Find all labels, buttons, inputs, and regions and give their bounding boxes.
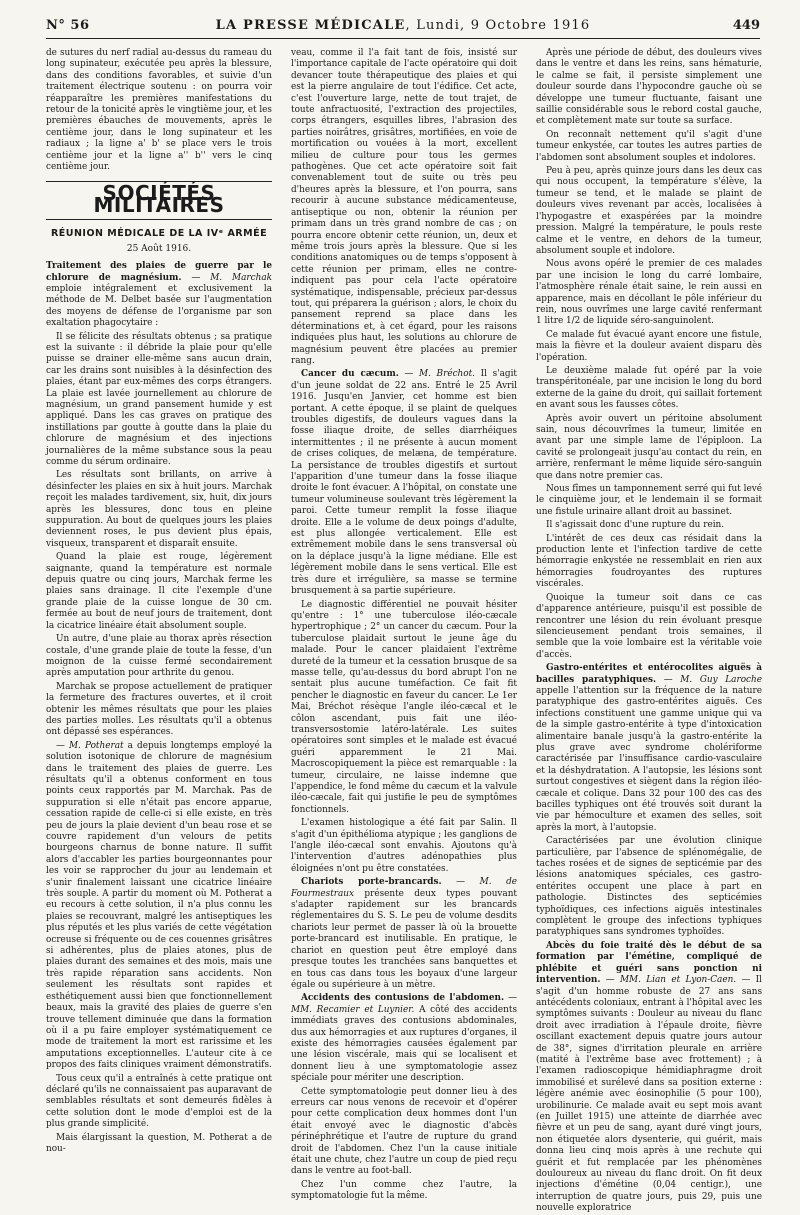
paragraph: Cette symptomatologie peut donner lieu à des erreurs car nous venons de recevoir et d'opérer pour cette complication deux hommes dont l'un était envoyé avec le diagnostic d'abcès périnéphrétique et l'autre de rupture du grand droit de l'abdomen. Chez l'un la cause initiale était une chute, chez l'autre un coup de pied reçu dans le ventre au foot-ball. — [291, 1086, 517, 1177]
paragraph — [291, 877, 517, 991]
article-heading: Chariots porte-brancards. — [301, 877, 442, 888]
paragraph-text: a depuis longtemps employé la solution isotonique de chlorure de magnésium dans le traitement des plaies de guerre. Les résultats qu'il a obtenus conforment en tous points ceux rapportés par M. Marchak. Pas de suppuration si elle n'était pas encore apparue, cessation rapide de celle-ci si elle existe, en très peu de jours la plaie devient d'un beau rose et se couvre rapidement d'un velours de petits bourgeons charnus de bonne nature. Il suffit alors d'accabler les parties bourgeonnantes pour les voir se rapprocher du jour au lendemain et s'unir finalement laissant une cicatrice linéaire très souple. A partir du moment où M. Potherat a eu recours à cette solution, il n'a plus connu les plaies se recouvrant, malgré les antiseptiques les plus réputés et les plus variés de cette végétation ocreuse si fréquente ou de ces couennes grisâtres si adhérentes, plus de plaies atones, plus de plaies durant des semaines et des mois, mais une très rapide réparation sans accidents. Non seulement les résultats sont rapides et esthétiquement aussi bien que fonctionnellement beaux, mais la gravité des plaies de guerre s'en trouve tellement diminuée que dans la formation où il a pu faire employer systématiquement ce mode de traitement la mort est rarissime et les amputations exceptionnelles. L'auteur cite à ce propos des faits cliniques vraiment démonstratifs. — [46, 740, 273, 1071]
paragraph-text: — Il s'agit d'un homme robuste de 27 ans sans antécédents coloniaux, entrant à l'hôpital avec les symptômes suivants : Douleur au niveau du flanc droit avec irradiation à l'épaule droite, fièvre oscillant exactement depuis quatre jours autour de 38°, signes d'irritation pleurale en arrière (matité à l'extrême base avec frottement) ; à l'examen radioscopique hémidiaphragme droit immobilisé et surélevé dans sa position externe : légère anémie avec éosinophilie (5 pour 100), urobilinurie. Ce malade avait eu sept mois avant (en Juillet 1915) une atteinte de diarrhée avec fièvre et un peu de sang, ayant duré vingt jours, non étiquetée alors dysenterie, qui guérit, mais donna lieu cinq mois après à une rechute qui guérit et fut remplacée par les phénomènes douloureux au niveau du flanc droit. On fit deux injections d'émétine (0,04 centigr.), une interruption de quatre jours, puis 29, puis une nouvelle exploratrice — [536, 975, 763, 1214]
paragraph — [46, 261, 272, 329]
paragraph: Marchak se propose actuellement de pratiquer la fermeture des fractures ouvertes, et il croit obtenir les mêmes résultats que pour les plaies des parties molles. Les résultats qu'il a obtenus ont dépassé ses espérances. — [46, 681, 272, 738]
article-heading: Abcès du foie traité dès le début de sa formation par l'émétine, compliqué de phlébite et guéri sans ponction ni intervention. — [536, 940, 762, 986]
page-header — [46, 18, 760, 39]
paragraph-text: emploie intégralement et exclusivement la méthode de M. Delbet basée sur l'augmentation des moyens de défense de l'organisme par son exaltation phagocytaire : — [46, 283, 272, 329]
page-number: 449 — [732, 18, 760, 33]
paragraph: de sutures du nerf radial au-dessus du rameau du long supinateur, exécutée peu après la blessure, dans des conditions favorables, et suivie d'un traitement électrique soutenu : on pourra voir réapparaître les premières manifestations du retour de la tonicité après le vingtième jour, et les premières ébauches de mouvements, après le centième jour, dans le long supinateur et les radiaux ; la ligne a' b' se place vers le trois centième jour et la ligne a'' b'' vers le cinq centième jour. — [46, 48, 272, 173]
paragraph: Ce malade fut évacué ayant encore une fistule, mais la fièvre et la douleur avaient disparu dès l'opération. — [536, 329, 762, 363]
paragraph: L'examen histologique a été fait par Salin. Il s'agit d'un épithélioma atypique ; les ganglions de l'angle iléo-cæcal sont envahis. Ajoutons qu'à l'intervention d'autres adénopathies plus éloignées n'ont pu être constatées. — [291, 818, 517, 874]
paragraph-text: appelle l'attention sur la fréquence de la nature paratyphique des gastro-entérites aiguës. Ces infections constituent une gamme unique qui va de la simple gastro-entérite à type d'intoxication alimentaire banale jusqu'à la gastro-entérite la plus grave avec syndrome cholériforme caractérisée par l'insuffisance cardio-vasculaire et la déshydratation. A l'autopsie, les lésions sont surtout congestives et siègent dans la région iléo-cæcale et colique. Dans 32 pour 100 des cas des bacilles typhiques ont été trouvés soit durant la vie par hémoculture et examen des selles, soit après la mort, à l'autopsie. — [536, 685, 762, 833]
article-heading: Cancer du cæcum. — [301, 369, 399, 380]
paragraph: Après une période de début, des douleurs vives dans le ventre et dans les reins, sans hématurie, le calme se fait, il persiste simplement une douleur sourde dans l'hypocondre gauche où se développe une tumeur fluctuante, faisant une saillie considérable sous le rebord costal gauche, et complètement mate sur toute sa surface. — [536, 48, 762, 127]
divider — [46, 219, 272, 220]
paragraph — [291, 369, 517, 597]
author: — M. Marchak — [191, 272, 272, 283]
journal-name: LA PRESSE MÉDICALE — [215, 18, 406, 33]
paragraph: Peu à peu, après quinze jours dans les deux cas qui nous occupent, la température s'élève, la tumeur se tend, et le malade se plaint de douleurs vives revenant par accès, localisées à l'hypogastre et exaspérées par la moindre pression. Malgré la température, le pouls reste calme et le ventre, en dehors de la tumeur, absolument souple et indolore. — [536, 166, 762, 256]
paragraph: Il s'agissait donc d'une rupture du rein. — [546, 520, 725, 531]
paragraph-text: Il s'agit d'un jeune soldat de 22 ans. Entré le 25 Avril 1916. Jusqu'en Janvier, cet homme est bien portant. A cette époque, il se plaint de quelques troubles digestifs, de douleurs vagues dans la fosse iliaque droite, de selles diarrhéiques intermittentes ; il ne présente à aucun moment de crises coliques, de melæna, de température. La persistance de troubles digestifs et surtout l'apparition d'une tumeur dans la fosse iliaque droite le font évacuer. A l'hôpital, on constate une tumeur volumineuse soulevant très légèrement la paroi. Cette tumeur remplit la fosse iliaque droite. Elle a le volume de deux poings d'adulte, est plus allongée verticalement. Elle est extrêmement mobile dans le sens transversal où on la déplace jusqu'à la ligne médiane. Elle est légèrement mobile dans le sens vertical. Elle est très dure et irrégulière, sa masse se termine brusquement à sa partie supérieure. — [291, 369, 517, 597]
section-title: SOCIÉTÉS MILITAIRES — [93, 181, 225, 217]
paragraph: L'intérêt de ces deux cas résidait dans la production lente et l'infection tardive de cette hémorragie enkystée ne ressemblait en rien aux hémorragies foudroyantes des ruptures viscérales. — [536, 533, 762, 590]
meeting-date: 25 Août 1916. — [126, 243, 192, 254]
paragraph: Il se félicite des résultats obtenus ; sa pratique est la suivante : il débride la plaie pour qu'elle puisse se drainer elle-même sans aucun drain, car les drains sont nuisibles à la désinfection des plaies, étant par eux-mêmes des corps étrangers. La plaie est lavée journellement au chlorure de magnésium, un grand pansement humide y est appliqué. Dans les cas graves on pratique des instillations par goutte à goutte dans la plaie du chlorure de magnésium et des injections journalières de la même substance sous la peau comme du sérum ordinaire. — [46, 331, 272, 467]
paragraph — [536, 941, 762, 1215]
issue-number: N° 56 — [46, 18, 90, 33]
paragraph-text: présente deux types pouvant s'adapter rapidement sur les brancards réglementaires du S. S. Le peu de volume desdits chariots leur permet de passer là où la brouette porte-brancard est inutilisable. En pratique, le chariot en question peut être employé dans presque toutes les tranchées sans banquettes et en tous cas dans tous les boyaux d'une largeur égale ou supérieure à un mètre. — [291, 888, 518, 990]
paragraph: Quand la plaie est rouge, légèrement saignante, quand la température est normale depuis quatre ou cinq jours, Marchak ferme les plaies sans drainage. Il cite l'exemple d'une grande plaie de la cuisse longue de 30 cm. fermée au bout de neuf jours de traitement, dont la cicatrice linéaire était absolument souple. — [46, 552, 272, 631]
author: — M. Guy Laroche — [663, 674, 762, 685]
author: — MM. Lian et Lyon-Caen. — [605, 975, 737, 986]
paragraph — [291, 993, 517, 1084]
paragraph: Quoique la tumeur soit dans ce cas d'apparence antérieure, puisqu'il est possible de rencontrer une lésion du rein évoluant presque silencieusement pendant trois semaines, il semble que la voie lombaire est la véritable voie d'accès. — [536, 592, 762, 660]
paragraph: Caractérisées par une évolution clinique particulière, par l'absence de splénomégalie, de taches rosées et de signes de septicémie par des lésions anatomiques spéciales, ces gastro-entérites occupent une place à part en pathologie. Distinctes des septicémies typhoïdiques, ces infections aiguës intestinales complètent le groupe des infections typhiques paratyphiques sans syndromes typhoïdes. — [536, 836, 762, 938]
author: — M. de Fourmestraux — [291, 877, 518, 899]
paragraph: Le deuxième malade fut opéré par la voie transpéritonéale, par une incision le long du bord externe de la gaine du droit, qui saillait fortement en avant sous les fausses côtes. — [536, 365, 762, 411]
paragraph: On reconnaît nettement qu'il s'agit d'une tumeur enkystée, car toutes les autres parties de l'abdomen sont absolument souples et indolores. — [536, 129, 762, 163]
column-3 — [536, 48, 763, 1214]
paragraph-text: A côté des accidents immédiats graves des contusions abdominales, dus aux hémorragies et aux ruptures d'organes, il existe des hémorragies causées également par une lésion viscérale, mais qui se localisent et donnent lieu à une symptomatologie assez spéciale pour mériter une description. — [291, 1004, 518, 1084]
paragraph: Nous avons opéré le premier de ces malades par une incision le long du carré lombaire, l'atmosphère rénale était saine, le rein aussi en apparence, mais en décollant le pôle inférieur du rein, nous ouvrîmes une large cavité renfermant 1 litre 1/2 de liquide séro-sanguinolent. — [536, 259, 762, 327]
column-1 — [46, 48, 273, 1154]
author: — M. Potherat — [56, 740, 124, 751]
paragraph: Les résultats sont brillants, on arrive à désinfecter les plaies en six à huit jours. Marchak reçoit les malades tardivement, six, huit, dix jours après les blessures, donc tous en pleine suppuration. Au bout de quelques jours les plaies deviennent roses, le pus devient plus épais, visqueux, transparent et disparaît ensuite. — [46, 470, 272, 549]
column-2 — [291, 48, 518, 1202]
issue-date: , Lundi, 9 Octobre 1916 — [405, 18, 591, 33]
paragraph: Tous ceux qu'il a entraînés à cette pratique ont déclaré qu'ils ne connaissaient pas auparavant de semblables résultats et sont demeurés fidèles à cette solution dont le mode d'emploi est de la plus grande simplicité. — [46, 1073, 272, 1130]
paragraph: Le diagnostic différentiel ne pouvait hésiter qu'entre : 1° une tuberculose iléo-cæcale hypertrophique ; 2° un cancer du cæcum. Pour la tuberculose plaidait surtout le jeune âge du malade. Pour le cancer plaidaient l'extrême dureté de la tumeur et la cessation brusque de sa masse telle, qu'au-dessus du bord abrupt l'on ne sentait plus aucune tuméfaction. Ce fait fit pencher le diagnostic en faveur du cancer. Le 1er Mai, Bréchot résèque l'angle iléo-cæcal et le côlon ascendant, puis fait une iléo-transversostomie latéro-latérale. Les suites opératoires sont simples et le malade est évacué guéri apparemment le 21 Mai. Macroscopiquement la pièce est remarquable : la tumeur, circulaire, ne laisse indemne que l'appendice, le fond même du cæcum et la valvule iléo-cæcale, fait qui justifie le peu de symptômes fonctionnels. — [291, 599, 517, 815]
paragraph: Nous fîmes un tamponnement serré qui fut levé le cinquième jour, et le lendemain il se formait une fistule urinaire allant droit au bassinet. — [536, 484, 762, 517]
paragraph: veau, comme il l'a fait tant de fois, insisté sur l'importance capitale de l'acte opératoire qui doit devancer toute thérapeutique des plaies et qui est la pierre angulaire de tout l'édifice. Cet acte, c'est l'ouverture large, nette de tout trajet, de toute anfractuosité, l'extraction des projectiles, corps étrangers, esquilles libres, l'abrasion des parties noirâtres, grisâtres, mortifiées, en voie de mortification ou vouées à la mort, excellent milieu de culture pour tous les germes pathogènes. Que cet acte opératoire soit fait convenablement tout de suite ou très peu d'heures après la blessure, et l'on pourra, sans recourir à aucune substance médicamenteuse, antiseptique ou non, obtenir la réunion per primam dans un très grand nombre de cas ; on pourra encore obtenir cette réunion, un, deux et même trois jours après la blessure. Que si les conditions anatomiques ou de temps s'opposent à cette réunion per primam, elles ne contre-indiquent pas pour cela l'acte opératoire systématique, indispensable, précieux par-dessus tout, qui préparera la guérison ; alors, le choix du pansement reprend sa place dans les déterminations et, à cet égard, pour les raisons indiquées plus haut, les solutions au chlorure de magnésium peuvent être placées au premier rang. — [291, 48, 517, 366]
paragraph — [46, 741, 272, 1072]
paragraph: Chez l'un comme chez l'autre, la symptomatologie fut la même. — [291, 1179, 517, 1202]
article-heading: Accidents des contusions de l'abdomen. — [301, 993, 505, 1004]
meeting-title: RÉUNION MÉDICALE DE LA IVᵉ ARMÉE — [50, 228, 268, 240]
paragraph: Un autre, d'une plaie au thorax après résection costale, d'une grande plaie de toute la fesse, d'un moignon de la cuisse fermé secondairement après amputation pour arthrite du genou. — [46, 634, 272, 679]
author: — M. Bréchot. — [404, 369, 475, 380]
paragraph: Après avoir ouvert un péritoine absolument sain, nous découvrîmes la tumeur, limitée en avant par une simple lame de l'épiploon. La cavité se prolongeait jusqu'au contact du rein, en arrière, renfermant le même liquide séro-sanguin que dans notre premier cas. — [536, 413, 762, 481]
article-heading: Gastro-entérites et entérocolites aiguës à bacilles paratyphiques. — [536, 663, 762, 685]
journal-title — [46, 18, 760, 33]
paragraph — [536, 663, 762, 834]
author: — MM. Recamier et Luynier. — [291, 993, 517, 1015]
article-heading: Traitement des plaies de guerre par le chlorure de magnésium. — [46, 261, 272, 283]
paragraph: Mais élargissant la question, M. Potherat a de nou- — [46, 1132, 272, 1154]
